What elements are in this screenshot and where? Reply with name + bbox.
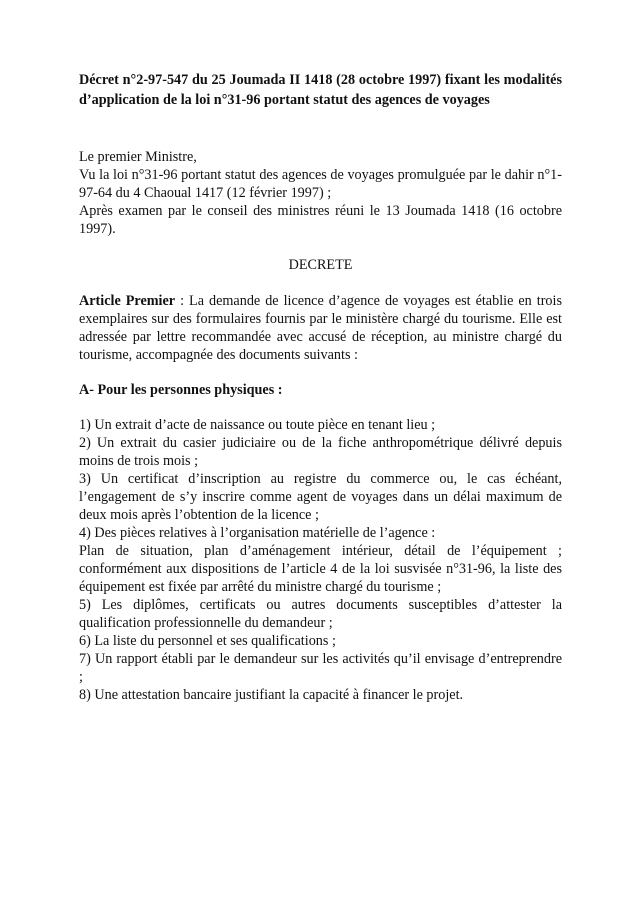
spacer [79, 399, 562, 416]
preamble-line: Après examen par le conseil des ministres réuni le 13 Joumada 1418 (16 octobre 1997). [79, 203, 562, 237]
list-item: 3) Un certificat d’inscription au registre du commerce ou, le cas échéant, l’engagement de s’y inscrire comme agent de voyages dans un délai maximum de deux mois après l’obtention de la licence ; [79, 471, 562, 523]
list-item: 1) Un extrait d’acte de naissance ou toute pièce en tenant lieu ; [79, 417, 436, 433]
preamble [79, 148, 562, 238]
list-item: 6) La liste du personnel et ses qualifications ; [79, 633, 336, 649]
preamble-line: Vu la loi n°31-96 portant statut des agences de voyages promulguée par le dahir n°1-97-64 du 4 Chaoual 1417 (12 février 1997) ; [79, 167, 562, 201]
list-item: 8) Une attestation bancaire justifiant la capacité à financer le projet. [79, 687, 464, 703]
spacer [79, 364, 562, 381]
article-label: Article Premier [79, 293, 176, 309]
list-item: 7) Un rapport établi par le demandeur sur les activités qu’il envisage d’entreprendre ; [79, 651, 562, 685]
list-item: Plan de situation, plan d’aménagement intérieur, détail de l’équipement ; conformément aux dispositions de l’article 4 de la loi susvisée n°31-96, la liste des équipement est fixée par arrêté du ministre chargé du tourisme ; [79, 543, 562, 595]
list-item: 4) Des pièces relatives à l’organisation matérielle de l’agence : [79, 525, 436, 541]
document-page [79, 71, 562, 704]
decree-heading: DECRETE [288, 257, 353, 273]
spacer [79, 110, 562, 148]
article-premier [79, 292, 562, 364]
spacer [79, 274, 562, 292]
spacer [79, 238, 562, 256]
list-item: 5) Les diplômes, certificats ou autres documents susceptibles d’attester la qualification professionnelle du demandeur ; [79, 597, 562, 631]
preamble-line: Le premier Ministre, [79, 149, 197, 165]
section-a-heading: A- Pour les personnes physiques : [79, 382, 283, 398]
document-title: Décret n°2-97-547 du 25 Joumada II 1418 (28 octobre 1997) fixant les modalités d’application de la loi n°31-96 portant statut des agences de voyages [79, 72, 562, 108]
list-item: 2) Un extrait du casier judiciaire ou de la fiche anthropométrique délivré depuis moins de trois mois ; [79, 435, 562, 469]
article-text: La demande de licence d’agence de voyages est établie en trois exemplaires sur des formulaires fournis par le ministère chargé du tourisme. Elle est adressée par lettre recommandée avec accusé de réception, au ministre chargé du tourisme, accompagnée des documents suivants : [79, 293, 562, 363]
article-separator: : [175, 293, 190, 309]
section-a-list [79, 416, 562, 704]
